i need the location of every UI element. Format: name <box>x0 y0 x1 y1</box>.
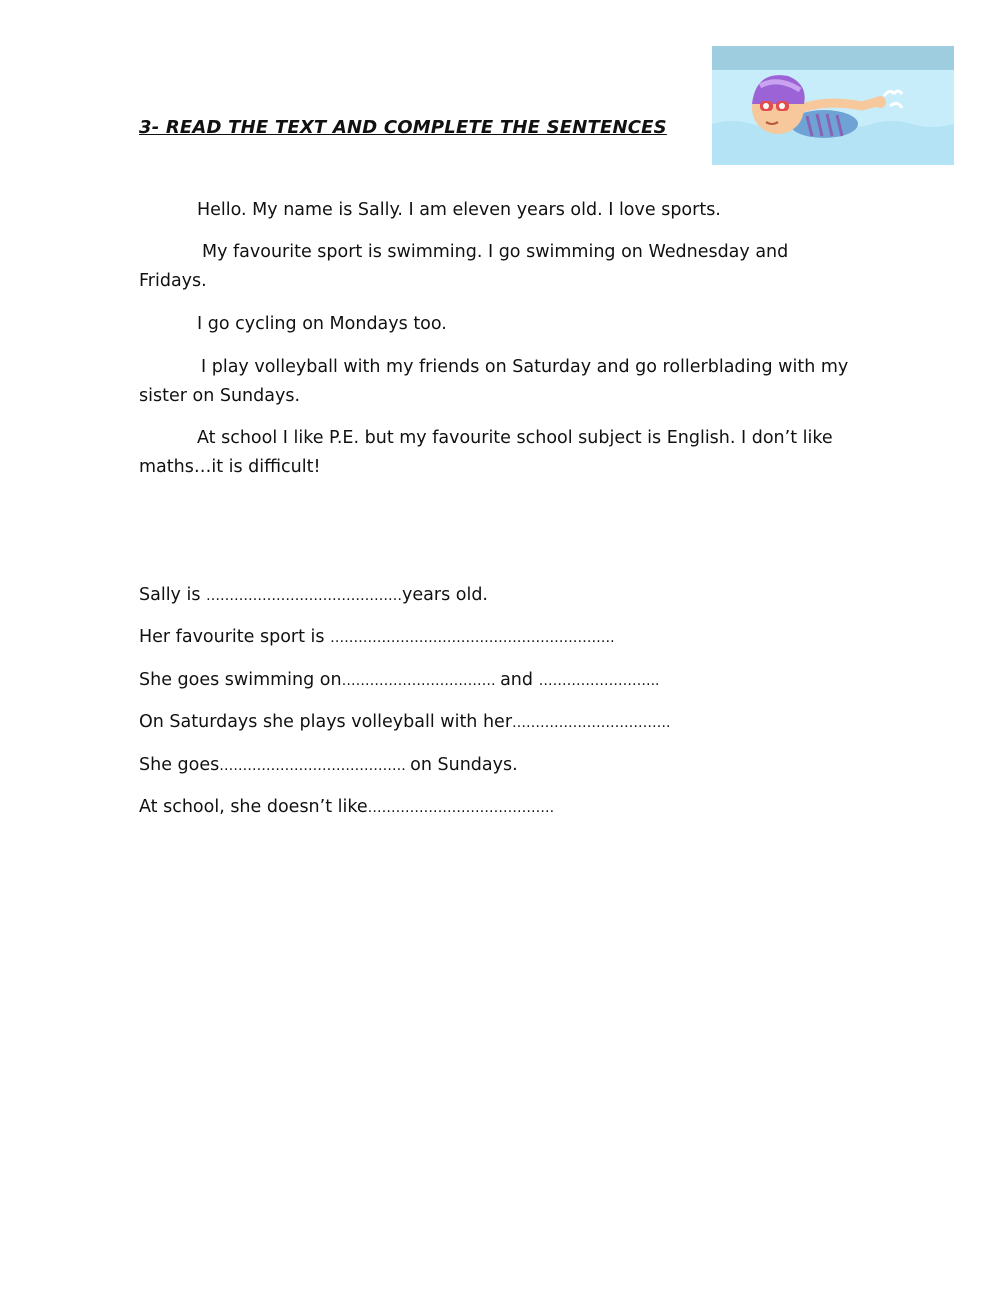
sentence-6 <box>139 793 859 823</box>
sentence-3-text: She goes swimming on <box>139 670 342 690</box>
sentence-3-and: and <box>500 670 539 690</box>
answer-blank-age[interactable]: …………………………………… <box>206 588 403 604</box>
answer-blank-sport[interactable]: ……………………………………………………. <box>330 630 615 646</box>
answer-blank-subject[interactable]: …………………………………. <box>367 800 555 816</box>
answer-blank-day-2[interactable]: …………………….. <box>538 673 660 689</box>
paragraph-2 <box>139 238 859 296</box>
sentence-3 <box>139 666 859 696</box>
sentence-6-text: At school, she doesn’t like <box>139 797 368 817</box>
worksheet-title: 3- READ THE TEXT AND COMPLETE THE SENTENCES <box>139 117 667 138</box>
paragraph-5 <box>139 424 859 482</box>
paragraph-4-text: I play volleyball with my friends on Saturday and go rollerblading with my sister on Sundays. <box>139 357 849 406</box>
swimmer-illustration <box>712 46 954 165</box>
paragraph-1: Hello. My name is Sally. I am eleven years old. I love sports. <box>197 200 721 220</box>
sentence-1 <box>139 581 859 611</box>
swimmer-icon <box>712 46 954 165</box>
sentence-2 <box>139 623 859 653</box>
paragraph-2-text: My favourite sport is swimming. I go swimming on Wednesday and Fridays. <box>139 242 789 291</box>
answer-blank-day-1[interactable]: …………………………… <box>341 673 501 689</box>
sentence-4 <box>139 708 859 738</box>
paragraph-4 <box>139 353 859 411</box>
sentence-5-end: on Sundays. <box>410 755 518 775</box>
sentence-4-text: On Saturdays she plays volleyball with her <box>139 712 513 732</box>
sentence-2-text: Her favourite sport is <box>139 627 331 647</box>
answer-blank-friends[interactable]: ……………………………. <box>512 715 671 731</box>
paragraph-5-text: At school I like P.E. but my favourite school subject is English. I don’t like maths…it is difficult! <box>139 428 833 477</box>
answer-blank-activity[interactable]: …………………………………. <box>219 758 411 774</box>
sentence-5 <box>139 751 859 781</box>
paragraph-3: I go cycling on Mondays too. <box>197 314 447 334</box>
sentence-1-end: years old. <box>402 585 488 605</box>
sentence-1-text: Sally is <box>139 585 207 605</box>
sentence-5-text: She goes <box>139 755 220 775</box>
